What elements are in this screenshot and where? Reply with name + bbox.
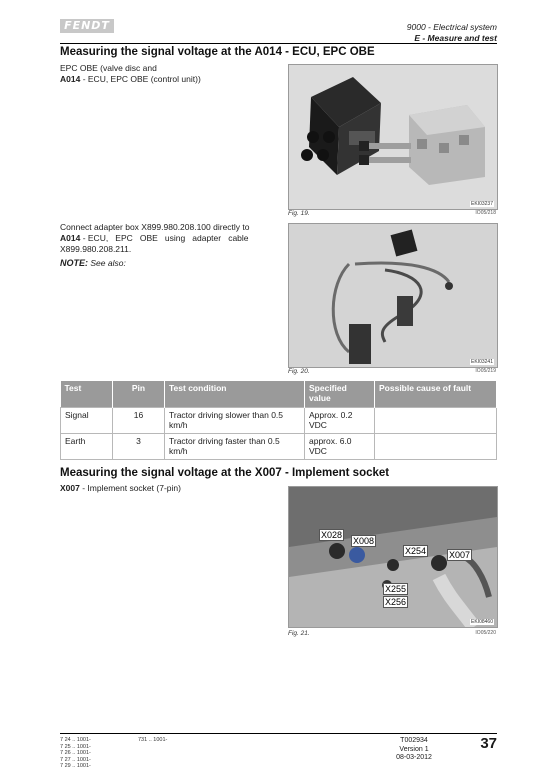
col-value: Specified value [305, 381, 375, 408]
col-condition: Test condition [165, 381, 305, 408]
section1-intro [60, 63, 280, 85]
figure-19-ref: IO05/218 [475, 210, 496, 216]
code-a014: A014 [60, 74, 81, 84]
code-x007: X007 [60, 483, 80, 493]
connect-line3: X899.980.208.211. [60, 244, 132, 254]
label-x028: X028 [321, 530, 343, 540]
cell-condition: Tractor driving slower than 0.5 km/h [165, 408, 305, 434]
intro-line2-text: - ECU, EPC OBE (control unit)) [80, 74, 201, 84]
col-test: Test [61, 381, 113, 408]
model-item: 7 24 .. 1001- [60, 737, 91, 743]
note-label: NOTE: [60, 258, 88, 268]
cell-pin: 3 [113, 434, 165, 460]
doc-number: T002934 [400, 737, 428, 744]
label-x254: X254 [405, 546, 427, 556]
figure-21-image-code: EKI08460 [471, 619, 493, 625]
label-x256: X256 [385, 597, 407, 607]
figure-20-image-code: EKI03241 [471, 359, 493, 365]
col-cause: Possible cause of fault [375, 381, 497, 408]
intro-line1: EPC OBE (valve disc and [60, 63, 157, 73]
model-item: 7 27 .. 1001- [60, 756, 91, 763]
section2-intro-text: - Implement socket (7-pin) [79, 483, 181, 493]
section2-intro [60, 483, 181, 494]
fendt-logo: FENDT [60, 19, 114, 33]
cell-cause [375, 408, 497, 434]
figure-20-photo [288, 223, 498, 368]
label-x007: X007 [449, 550, 471, 560]
doc-version: Version 1 [399, 745, 429, 753]
section2-heading: Measuring the signal voltage at the X007 - Implement socket [60, 467, 390, 479]
cell-value: Approx. 0.2 VDC [305, 408, 375, 434]
figure-20-caption: Fig. 20. [288, 368, 310, 375]
connect-instruction [60, 222, 280, 269]
adapter-cable-illustration [289, 224, 497, 367]
section-title: E - Measure and test [414, 33, 497, 43]
intro-line2 [60, 74, 280, 85]
figure-20-ref: IO05/219 [475, 368, 496, 374]
section1-heading: Measuring the signal voltage at the A014 - ECU, EPC OBE [60, 46, 375, 58]
header-divider [60, 43, 497, 44]
model-item: 7 29 .. 1001- [60, 763, 91, 769]
table-row [61, 434, 497, 460]
table-header-row [61, 381, 497, 408]
figure-19-caption: Fig. 19. [288, 210, 310, 217]
valve-and-ecu-illustration [289, 65, 497, 209]
cell-pin: 16 [113, 408, 165, 434]
figure-19-photo [288, 64, 498, 210]
note-line [60, 258, 280, 269]
footer-doc-info [380, 737, 448, 763]
chapter-title: 9000 - Electrical system [406, 22, 497, 32]
footer-divider [60, 733, 497, 734]
note-text: See also: [88, 258, 126, 268]
code-a014-2: A014 [60, 233, 81, 243]
cell-test: Earth [61, 434, 113, 460]
connect-line2 [60, 233, 280, 244]
label-x008: X008 [353, 536, 375, 546]
measurement-table [60, 381, 497, 460]
cell-value: approx. 6.0 VDC [305, 434, 375, 460]
cell-cause [375, 434, 497, 460]
connect-line2-text: - ECU, EPC OBE using adapter cable [80, 233, 249, 243]
footer-model-list [60, 737, 91, 770]
page-number: 37 [480, 735, 497, 752]
figure-21-photo [288, 486, 498, 628]
label-x255: X255 [385, 584, 407, 594]
cell-condition: Tractor driving faster than 0.5 km/h [165, 434, 305, 460]
col-pin: Pin [113, 381, 165, 408]
figure-19-image-code: EKI03237 [471, 201, 493, 207]
table-row [61, 408, 497, 434]
figure-21-ref: IO05/220 [475, 630, 496, 636]
footer-model-extra: 731 .. 1001- [138, 737, 168, 743]
model-item: 7 26 .. 1001- [60, 750, 91, 756]
connect-line1: Connect adapter box X899.980.208.100 directly to [60, 222, 250, 232]
model-item: 7 25 .. 1001- [60, 743, 91, 750]
cell-test: Signal [61, 408, 113, 434]
doc-date: 08-03-2012 [396, 754, 432, 761]
figure-21-caption: Fig. 21. [288, 630, 310, 637]
